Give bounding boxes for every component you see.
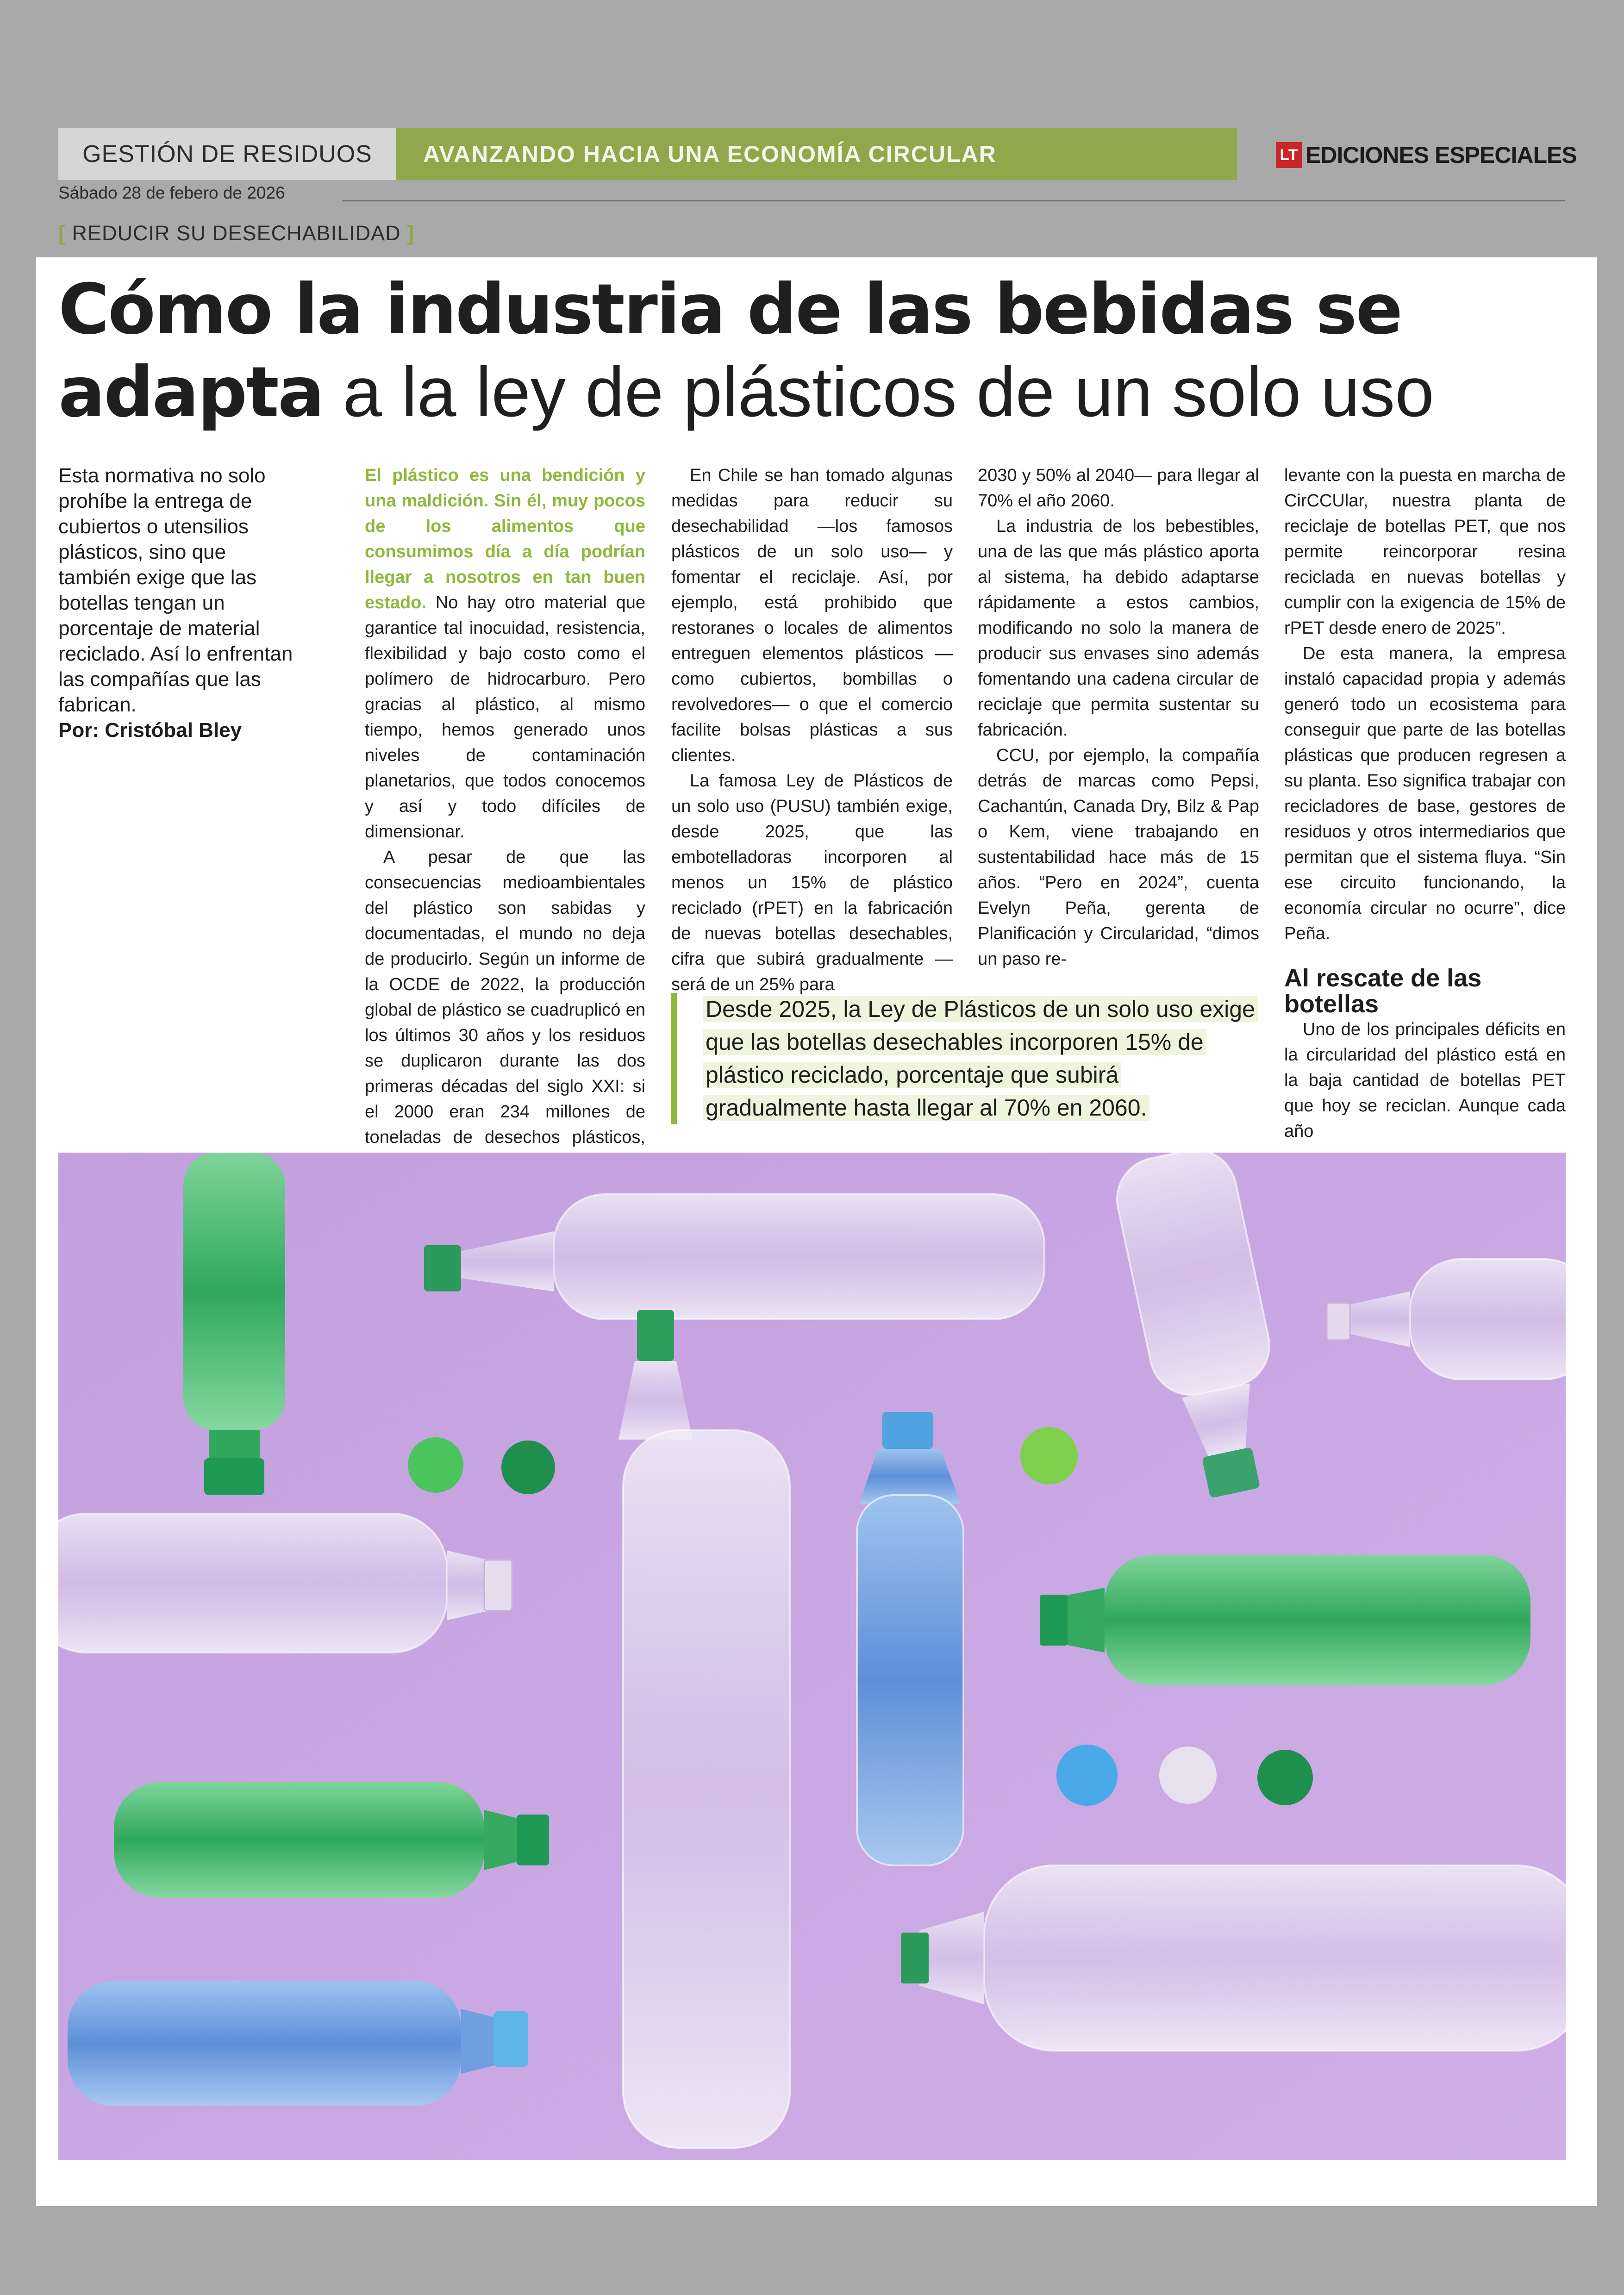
article-paragraph: De esta manera, la empresa instaló capacidad propia y además generó todo un ecosistema para conseguir que parte de las botellas plásticas que producen regresen a su planta. Eso significa trabajar con recicladores de base, gestores de residuos y otros intermediarios que permitan que el sistema fluya. “Sin ese circuito funcionando, la economía circular no ocurre”, dice Peña. — [1284, 644, 1566, 943]
byline: Por: Cristóbal Bley — [58, 719, 242, 742]
kicker-text: REDUCIR SU DESECHABILIDAD — [72, 221, 401, 245]
section-banner: AVANZANDO HACIA UNA ECONOMÍA CIRCULAR — [396, 128, 1237, 180]
kicker-open-bracket: [ — [58, 221, 66, 245]
article-column-3 — [978, 463, 1259, 972]
blue-cap-icon — [1056, 1745, 1118, 1806]
brand-logo-icon: LT — [1276, 142, 1302, 168]
headline-bold-word: adapta — [58, 352, 324, 433]
article-paragraph: levante con la puesta en marcha de CirCCUlar, nuestra planta de reciclaje de botellas PET, que nos permite reincorporar resina reciclada en nuevas botellas y cumplir con la exigencia de 15% de rPET desde enero de 2025”. — [1284, 466, 1566, 638]
green-lead-text: El plástico es una bendición y una maldición. Sin él, muy pocos de los alimentos que consumimos día a día podrían llegar a nosotros en tan buen estado. — [365, 466, 645, 612]
headline — [58, 268, 1568, 434]
bottles-illustration — [58, 1153, 1566, 2160]
header-divider — [343, 200, 1565, 201]
lead-column — [58, 463, 299, 743]
article-paragraph: La industria de los bebestibles, una de las que más plástico aporta al sistema, ha debido adaptarse rápidamente a estos cambios, modificando no solo la manera de producir sus envases sino además fomentando una cadena circular de reciclaje que permita sustentar su fabricación. — [978, 517, 1259, 740]
lead-text: Esta normativa no solo prohíbe la entrega de cubiertos o utensilios plásticos, sino que también exige que las botellas tengan un porcentaje de material reciclado. Así lo enfrentan las compañías que las fabrican. — [58, 464, 293, 716]
pull-quote-text: Desde 2025, la Ley de Plásticos de un solo uso exige que las botellas desechables incorporen 15% de plástico reciclado, porcentaje que subirá gradualmente hasta llegar al 70% en 2060. — [703, 996, 1258, 1121]
subheading: Al rescate de las botellas — [1284, 964, 1482, 1018]
section-label: GESTIÓN DE RESIDUOS — [58, 128, 396, 180]
green-bottle-icon — [1040, 1555, 1530, 1685]
kicker — [58, 221, 414, 245]
green-cap-icon — [408, 1437, 463, 1493]
brand — [1276, 139, 1577, 171]
article-paragraph: En Chile se han tomado algunas medidas para reducir su desechabilidad —los famosos plásticos de un solo uso— y fomentar el reciclaje. Así, por ejemplo, está prohibido que restoranes o locales de alimentos entreguen elementos plásticos —como cubiertos, bombillas o revolvedores— o que el comercio facilite bolsas plásticas a sus clientes. — [671, 466, 953, 765]
bottles-photo — [58, 1153, 1566, 2160]
article-column-1 — [365, 463, 645, 1201]
article-paragraph: CCU, por ejemplo, la compañía detrás de marcas como Pepsi, Cachantún, Canada Dry, Bilz & Pap o Kem, viene trabajando en sustentabilidad hace más de 15 años. “Pero en 2024”, cuenta Evelyn Peña, gerenta de Planificación y Circularidad, “dimos un paso re- — [978, 746, 1259, 969]
paragraph-rest: No hay otro material que garantice tal inocuidad, resistencia, flexibilidad y bajo costo como el polímero de hidrocarburo. Pero gracias al plástico, al mismo tiempo, hemos generado unos niveles de contaminación planetarios, que todos conocemos y así y todo difíciles de dimensionar. — [365, 593, 645, 842]
article-paragraph: A pesar de que las consecuencias medioambientales del plástico son sabidas y documentadas, el mundo no deja de producirlo. Según un informe de la OCDE de 2022, la producción global de plástico se cuadruplicó en los últimos 30 años y los residuos se duplicaron durante las dos primeras décadas del siglo XXI: si el 2000 eran 234 millones de toneladas de desechos plásticos, — [365, 848, 645, 1147]
publication-date: Sábado 28 de febero de 2026 — [58, 183, 285, 202]
white-cap-icon — [1159, 1746, 1217, 1804]
clear-bottle-icon — [901, 1865, 1566, 2051]
water-bottle-icon — [857, 1412, 963, 1865]
headline-light-part: a la ley de plásticos de un solo uso — [323, 353, 1434, 431]
article-column-2 — [671, 463, 953, 998]
headline-line-1: Cómo la industria de las bebidas se — [58, 269, 1402, 350]
green-cap-icon — [501, 1441, 555, 1494]
article-paragraph: 2030 y 50% al 2040— para llegar al 70% el año 2060. — [978, 466, 1259, 511]
kicker-close-bracket: ] — [407, 221, 415, 245]
brand-name: EDICIONES ESPECIALES — [1305, 142, 1577, 168]
article-paragraph: La famosa Ley de Plásticos de un solo uso (PUSU) también exige, desde 2025, que las embotelladoras incorporen al menos un 15% de plástico reciclado (rPET) en la fabricación de nuevas botellas desechables, cifra que subirá gradualmente —será de un 25% para — [671, 771, 953, 994]
pull-quote — [671, 993, 1259, 1124]
green-cap-icon — [1020, 1427, 1078, 1484]
article-column-4 — [1284, 463, 1566, 1144]
article-paragraph: Uno de los principales déficits en la circularidad del plástico está en la baja cantidad de botellas PET que hoy se reciclan. Aunque cada año — [1284, 1020, 1566, 1141]
green-cap-icon — [1257, 1750, 1313, 1805]
article-paragraph — [365, 463, 645, 845]
